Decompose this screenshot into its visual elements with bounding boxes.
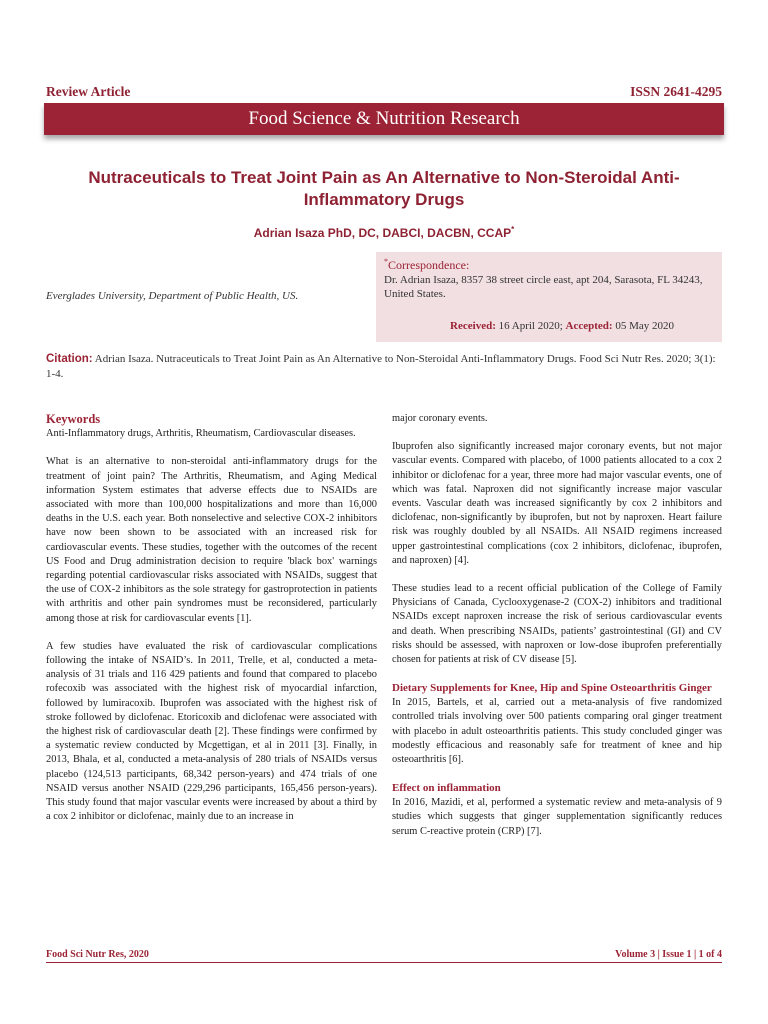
affiliation: Everglades University, Department of Public Health, US. [46, 290, 299, 302]
right-column [392, 412, 722, 853]
footer-journal: Food Sci Nutr Res, 2020 [46, 949, 149, 960]
right-paragraph-4: In 2016, Mazidi, et al, performed a systematic review and meta-analysis of 9 studies which suggests that ginger supplementation significantly reduces serum C-reactive protein (CRP) [7]. [392, 797, 722, 837]
section-heading-inflammation: Effect on inflammation [392, 782, 501, 795]
author-names: Adrian Isaza PhD, DC, DABCI, DACBN, CCAP [253, 226, 512, 240]
author-line [0, 225, 768, 240]
section-heading-supplements: Dietary Supplements for Knee, Hip and Spine Osteoarthritis Ginger [392, 682, 712, 695]
right-paragraph-2: These studies lead to a recent official publication of the College of Family Physicians of Canada, Cyclooxygenase-2 (COX-2) inhibitors and traditional NSAIDs except naproxen increase the risk of serious cardiovascular events and death. When prescribing NSAIDs, patients’ gastrointestinal (GI) and CV risks should be assessed, with naproxen or low-dose ibuprofen preferentially chosen for patients at risk of CV disease [5]. [392, 583, 722, 666]
citation-text: Adrian Isaza. Nutraceuticals to Treat Joint Pain as An Alternative to Non-Steroidal Anti-Inflammatory Drugs. Food Sci Nutr Res. 2020; 3(1): 1-4. [46, 353, 716, 380]
left-paragraph-2: A few studies have evaluated the risk of cardiovascular complications following the intake of NSAID’s. In 2011, Trelle, et al, conducted a meta-analysis of 31 trials and 116 429 patients and found that compared to placebo rofecoxib was associated with the highest risk of myocardial infarction, followed by lumiracoxib. Ibuprofen was associated with the highest risk of stroke followed by diclofenac. Etoricoxib and diclofenac were associated with the highest risk of cardiovascular death [2]. These findings were confirmed by a systematic review conducted by Mcgettigan, et al in 2011 [3]. Finally, in 2013, Bhala, et al, conducted a meta-analysis of 280 trials of NSAIDs versus placebo (124,513 participants, 68,342 person-years) and 474 trials of one NSAID versus another NSAID (229,296 participants, 165,456 person-years). This study found that major vascular events were increased by about a third by a cox 2 inhibitor or diclofenac, mainly due to an increase in [46, 640, 377, 823]
received-label: Received: [450, 320, 496, 332]
author-mark: * [511, 225, 515, 234]
article-title: Nutraceuticals to Treat Joint Pain as An Alternative to Non-Steroidal Anti-Inflammatory Drugs [88, 168, 680, 209]
left-column [46, 412, 377, 838]
right-paragraph-0: major coronary events. [392, 413, 488, 424]
correspondence-mark: * [384, 257, 388, 266]
left-paragraph-1: What is an alternative to non-steroidal anti-inflammatory drugs for the treatment of joint pain? The Arthritis, Rheumatism, and Aging Medical information System estimates that adverse effects due to NSAIDs are associated with more than 100,000 hospitalizations and more than 16,000 deaths in the U.S. each year. Both nonselective and selective COX-2 inhibitors have now been shown to be associated with an increased risk for cardiovascular events. These studies, together with the outcomes of the recent US Food and Drug administration decision to require 'black box' warnings regarding potential cardiovascular risks associated with NSAIDs, suggest that the use of COX-2 inhibitors as the sole strategy for gastroprotection in patients with arthritis and other pain syndromes must be reconsidered, particularly among those at risk for cardiovascular events [1]. [46, 456, 377, 624]
correspondence-address: Dr. Adrian Isaza, 8357 38 street circle east, apt 204, Sarasota, FL 34243, United States. [384, 274, 703, 300]
article-type: Review Article [46, 84, 131, 99]
keywords-text: Anti-Inflammatory drugs, Arthritis, Rheumatism, Cardiovascular diseases. [46, 428, 356, 440]
top-line [46, 84, 722, 102]
issn: ISSN 2641-4295 [630, 84, 722, 99]
accepted-label: Accepted: [565, 320, 613, 332]
correspondence-label: Correspondence: [388, 258, 470, 272]
footer-divider [46, 962, 722, 963]
journal-banner [44, 103, 724, 135]
correspondence-box [376, 252, 722, 342]
footer-volume: Volume 3 | Issue 1 | 1 of 4 [615, 949, 722, 960]
keywords-heading: Keywords [46, 412, 101, 426]
right-paragraph-3: In 2015, Bartels, et al, carried out a meta-analysis of five randomized controlled trials involving over 500 patients comparing oral ginger treatment with placebo in adult osteoarthritis patients. This study concluded ginger was modestly efficacious and reasonably safe for treatment of knee and hip osteoarthritis [6]. [392, 697, 722, 766]
accepted-date: 05 May 2020 [615, 320, 674, 332]
correspondence-heading [384, 257, 469, 273]
received-date: 16 April 2020; [498, 320, 563, 332]
journal-title: Food Science & Nutrition Research [248, 108, 520, 129]
article-dates [450, 320, 674, 332]
citation-label: Citation: [46, 353, 93, 365]
right-paragraph-1: Ibuprofen also significantly increased major coronary events, but not major vascular events. Compared with placebo, of 1000 patients allocated to a cox 2 inhibitor or diclofenac for a year, three more had major vascular events, one of which was fatal. Naproxen did not significantly increase major vascular events. Vascular death was increased significantly by cox 2 inhibitors and diclofenac, non-significantly by ibuprofen, but not by naproxen. Heart failure risk was roughly doubled by all NSAIDs. All NSAID regimens increased upper gastrointestinal complications (cox 2 inhibitors, diclofenac, ibuprofen, and naproxen) [4]. [392, 441, 722, 566]
citation [46, 352, 722, 382]
